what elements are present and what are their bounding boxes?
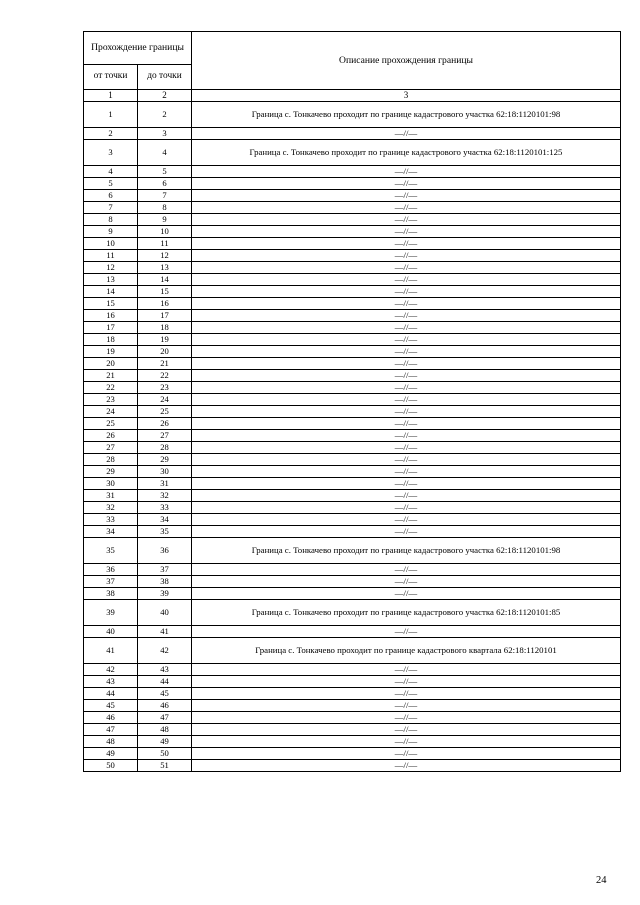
to-point-cell: 28: [138, 442, 192, 454]
to-point-cell: 46: [138, 700, 192, 712]
table-row: [84, 238, 621, 250]
description-cell: —//—: [192, 202, 621, 214]
description-cell: Граница с. Тонкачево проходит по границе кадастрового участка 62:18:1120101:125: [192, 140, 621, 166]
from-point-cell: 36: [84, 564, 138, 576]
description-cell: —//—: [192, 274, 621, 286]
to-point-cell: 38: [138, 576, 192, 588]
column-number: 3: [192, 90, 621, 102]
from-point-cell: 42: [84, 664, 138, 676]
to-point-cell: 27: [138, 430, 192, 442]
table-row: [84, 286, 621, 298]
table-row: [84, 358, 621, 370]
to-point-cell: 2: [138, 102, 192, 128]
description-cell: —//—: [192, 190, 621, 202]
table-row: [84, 202, 621, 214]
from-point-cell: 2: [84, 128, 138, 140]
description-cell: —//—: [192, 760, 621, 772]
from-point-cell: 27: [84, 442, 138, 454]
from-point-cell: 3: [84, 140, 138, 166]
table-row: [84, 298, 621, 310]
description-cell: —//—: [192, 370, 621, 382]
from-point-cell: 31: [84, 490, 138, 502]
to-point-cell: 37: [138, 564, 192, 576]
description-cell: —//—: [192, 748, 621, 760]
table-row: [84, 274, 621, 286]
table-row: [84, 406, 621, 418]
to-point-cell: 22: [138, 370, 192, 382]
header-from-point: от точки: [84, 65, 138, 90]
description-cell: —//—: [192, 576, 621, 588]
table-row: [84, 442, 621, 454]
table-row: [84, 760, 621, 772]
to-point-cell: 3: [138, 128, 192, 140]
to-point-cell: 34: [138, 514, 192, 526]
from-point-cell: 13: [84, 274, 138, 286]
from-point-cell: 41: [84, 638, 138, 664]
table-row: [84, 676, 621, 688]
table-row: [84, 346, 621, 358]
table-row: [84, 664, 621, 676]
table-row: [84, 128, 621, 140]
to-point-cell: 30: [138, 466, 192, 478]
from-point-cell: 18: [84, 334, 138, 346]
description-cell: —//—: [192, 346, 621, 358]
to-point-cell: 36: [138, 538, 192, 564]
table-row: [84, 250, 621, 262]
to-point-cell: 24: [138, 394, 192, 406]
table-row: [84, 600, 621, 626]
description-cell: —//—: [192, 490, 621, 502]
from-point-cell: 32: [84, 502, 138, 514]
description-cell: —//—: [192, 310, 621, 322]
table-row: [84, 190, 621, 202]
description-cell: —//—: [192, 478, 621, 490]
from-point-cell: 39: [84, 600, 138, 626]
header-to-point: до точки: [138, 65, 192, 90]
from-point-cell: 26: [84, 430, 138, 442]
header-boundary-passage: Прохождение границы: [84, 32, 192, 65]
table-row: [84, 214, 621, 226]
description-cell: —//—: [192, 128, 621, 140]
description-cell: —//—: [192, 418, 621, 430]
to-point-cell: 12: [138, 250, 192, 262]
description-cell: —//—: [192, 394, 621, 406]
table-row: [84, 748, 621, 760]
description-cell: —//—: [192, 226, 621, 238]
to-point-cell: 7: [138, 190, 192, 202]
table-row: [84, 538, 621, 564]
description-cell: —//—: [192, 588, 621, 600]
to-point-cell: 25: [138, 406, 192, 418]
to-point-cell: 6: [138, 178, 192, 190]
description-cell: —//—: [192, 514, 621, 526]
from-point-cell: 47: [84, 724, 138, 736]
to-point-cell: 33: [138, 502, 192, 514]
from-point-cell: 40: [84, 626, 138, 638]
from-point-cell: 19: [84, 346, 138, 358]
description-cell: —//—: [192, 564, 621, 576]
to-point-cell: 4: [138, 140, 192, 166]
to-point-cell: 14: [138, 274, 192, 286]
table-row: [84, 736, 621, 748]
table-row: [84, 382, 621, 394]
table-row: [84, 588, 621, 600]
header-boundary-description: Описание прохождения границы: [192, 32, 621, 90]
to-point-cell: 50: [138, 748, 192, 760]
table-row: [84, 370, 621, 382]
description-cell: —//—: [192, 736, 621, 748]
table-row: [84, 526, 621, 538]
description-cell: —//—: [192, 166, 621, 178]
from-point-cell: 9: [84, 226, 138, 238]
table-row: [84, 564, 621, 576]
from-point-cell: 45: [84, 700, 138, 712]
description-cell: —//—: [192, 358, 621, 370]
boundary-table: [83, 31, 621, 772]
from-point-cell: 8: [84, 214, 138, 226]
to-point-cell: 32: [138, 490, 192, 502]
table-row: [84, 712, 621, 724]
table-row: [84, 576, 621, 588]
to-point-cell: 9: [138, 214, 192, 226]
from-point-cell: 20: [84, 358, 138, 370]
column-number: 2: [138, 90, 192, 102]
description-cell: —//—: [192, 262, 621, 274]
from-point-cell: 22: [84, 382, 138, 394]
from-point-cell: 15: [84, 298, 138, 310]
description-cell: —//—: [192, 430, 621, 442]
to-point-cell: 48: [138, 724, 192, 736]
from-point-cell: 17: [84, 322, 138, 334]
table-row: [84, 490, 621, 502]
to-point-cell: 39: [138, 588, 192, 600]
from-point-cell: 23: [84, 394, 138, 406]
from-point-cell: 46: [84, 712, 138, 724]
column-number: 1: [84, 90, 138, 102]
to-point-cell: 23: [138, 382, 192, 394]
from-point-cell: 12: [84, 262, 138, 274]
to-point-cell: 5: [138, 166, 192, 178]
table-row: [84, 430, 621, 442]
table-row: [84, 140, 621, 166]
from-point-cell: 34: [84, 526, 138, 538]
table-row: [84, 514, 621, 526]
to-point-cell: 45: [138, 688, 192, 700]
table-row: [84, 166, 621, 178]
table-row: [84, 626, 621, 638]
to-point-cell: 17: [138, 310, 192, 322]
description-cell: —//—: [192, 286, 621, 298]
from-point-cell: 49: [84, 748, 138, 760]
table-row: [84, 226, 621, 238]
table-row: [84, 310, 621, 322]
to-point-cell: 19: [138, 334, 192, 346]
from-point-cell: 4: [84, 166, 138, 178]
description-cell: Граница с. Тонкачево проходит по границе кадастрового участка 62:18:1120101:98: [192, 538, 621, 564]
table-row: [84, 178, 621, 190]
from-point-cell: 11: [84, 250, 138, 262]
description-cell: —//—: [192, 664, 621, 676]
from-point-cell: 29: [84, 466, 138, 478]
to-point-cell: 40: [138, 600, 192, 626]
description-cell: —//—: [192, 526, 621, 538]
table-row: [84, 262, 621, 274]
description-cell: —//—: [192, 406, 621, 418]
description-cell: —//—: [192, 676, 621, 688]
to-point-cell: 16: [138, 298, 192, 310]
description-cell: —//—: [192, 238, 621, 250]
to-point-cell: 8: [138, 202, 192, 214]
description-cell: Граница с. Тонкачево проходит по границе кадастрового участка 62:18:1120101:98: [192, 102, 621, 128]
from-point-cell: 35: [84, 538, 138, 564]
to-point-cell: 43: [138, 664, 192, 676]
description-cell: —//—: [192, 214, 621, 226]
description-cell: —//—: [192, 712, 621, 724]
table-row: [84, 322, 621, 334]
description-cell: —//—: [192, 442, 621, 454]
table-row: [84, 502, 621, 514]
from-point-cell: 44: [84, 688, 138, 700]
from-point-cell: 43: [84, 676, 138, 688]
page-number: 24: [596, 875, 607, 886]
from-point-cell: 1: [84, 102, 138, 128]
from-point-cell: 14: [84, 286, 138, 298]
from-point-cell: 6: [84, 190, 138, 202]
to-point-cell: 18: [138, 322, 192, 334]
description-cell: —//—: [192, 688, 621, 700]
to-point-cell: 26: [138, 418, 192, 430]
description-cell: —//—: [192, 466, 621, 478]
table-row: [84, 466, 621, 478]
to-point-cell: 10: [138, 226, 192, 238]
from-point-cell: 16: [84, 310, 138, 322]
description-cell: —//—: [192, 298, 621, 310]
to-point-cell: 29: [138, 454, 192, 466]
description-cell: —//—: [192, 454, 621, 466]
to-point-cell: 31: [138, 478, 192, 490]
from-point-cell: 33: [84, 514, 138, 526]
description-cell: —//—: [192, 382, 621, 394]
description-cell: —//—: [192, 724, 621, 736]
to-point-cell: 42: [138, 638, 192, 664]
description-cell: Граница с. Тонкачево проходит по границе кадастрового квартала 62:18:1120101: [192, 638, 621, 664]
table-row: [84, 418, 621, 430]
table-row: [84, 478, 621, 490]
description-cell: —//—: [192, 178, 621, 190]
to-point-cell: 41: [138, 626, 192, 638]
description-cell: —//—: [192, 626, 621, 638]
table-row: [84, 688, 621, 700]
to-point-cell: 35: [138, 526, 192, 538]
table-row: [84, 454, 621, 466]
to-point-cell: 51: [138, 760, 192, 772]
from-point-cell: 38: [84, 588, 138, 600]
column-number-row: [84, 90, 621, 102]
from-point-cell: 30: [84, 478, 138, 490]
table-row: [84, 700, 621, 712]
description-cell: —//—: [192, 322, 621, 334]
to-point-cell: 49: [138, 736, 192, 748]
to-point-cell: 21: [138, 358, 192, 370]
to-point-cell: 47: [138, 712, 192, 724]
table-row: [84, 334, 621, 346]
from-point-cell: 25: [84, 418, 138, 430]
to-point-cell: 44: [138, 676, 192, 688]
description-cell: Граница с. Тонкачево проходит по границе кадастрового участка 62:18:1120101:85: [192, 600, 621, 626]
from-point-cell: 37: [84, 576, 138, 588]
table-row: [84, 724, 621, 736]
to-point-cell: 15: [138, 286, 192, 298]
from-point-cell: 28: [84, 454, 138, 466]
from-point-cell: 5: [84, 178, 138, 190]
to-point-cell: 11: [138, 238, 192, 250]
table-row: [84, 102, 621, 128]
from-point-cell: 21: [84, 370, 138, 382]
description-cell: —//—: [192, 334, 621, 346]
from-point-cell: 7: [84, 202, 138, 214]
from-point-cell: 10: [84, 238, 138, 250]
table-row: [84, 394, 621, 406]
header-row: [84, 32, 621, 65]
to-point-cell: 20: [138, 346, 192, 358]
to-point-cell: 13: [138, 262, 192, 274]
from-point-cell: 50: [84, 760, 138, 772]
from-point-cell: 48: [84, 736, 138, 748]
from-point-cell: 24: [84, 406, 138, 418]
description-cell: —//—: [192, 250, 621, 262]
table-row: [84, 638, 621, 664]
description-cell: —//—: [192, 502, 621, 514]
description-cell: —//—: [192, 700, 621, 712]
